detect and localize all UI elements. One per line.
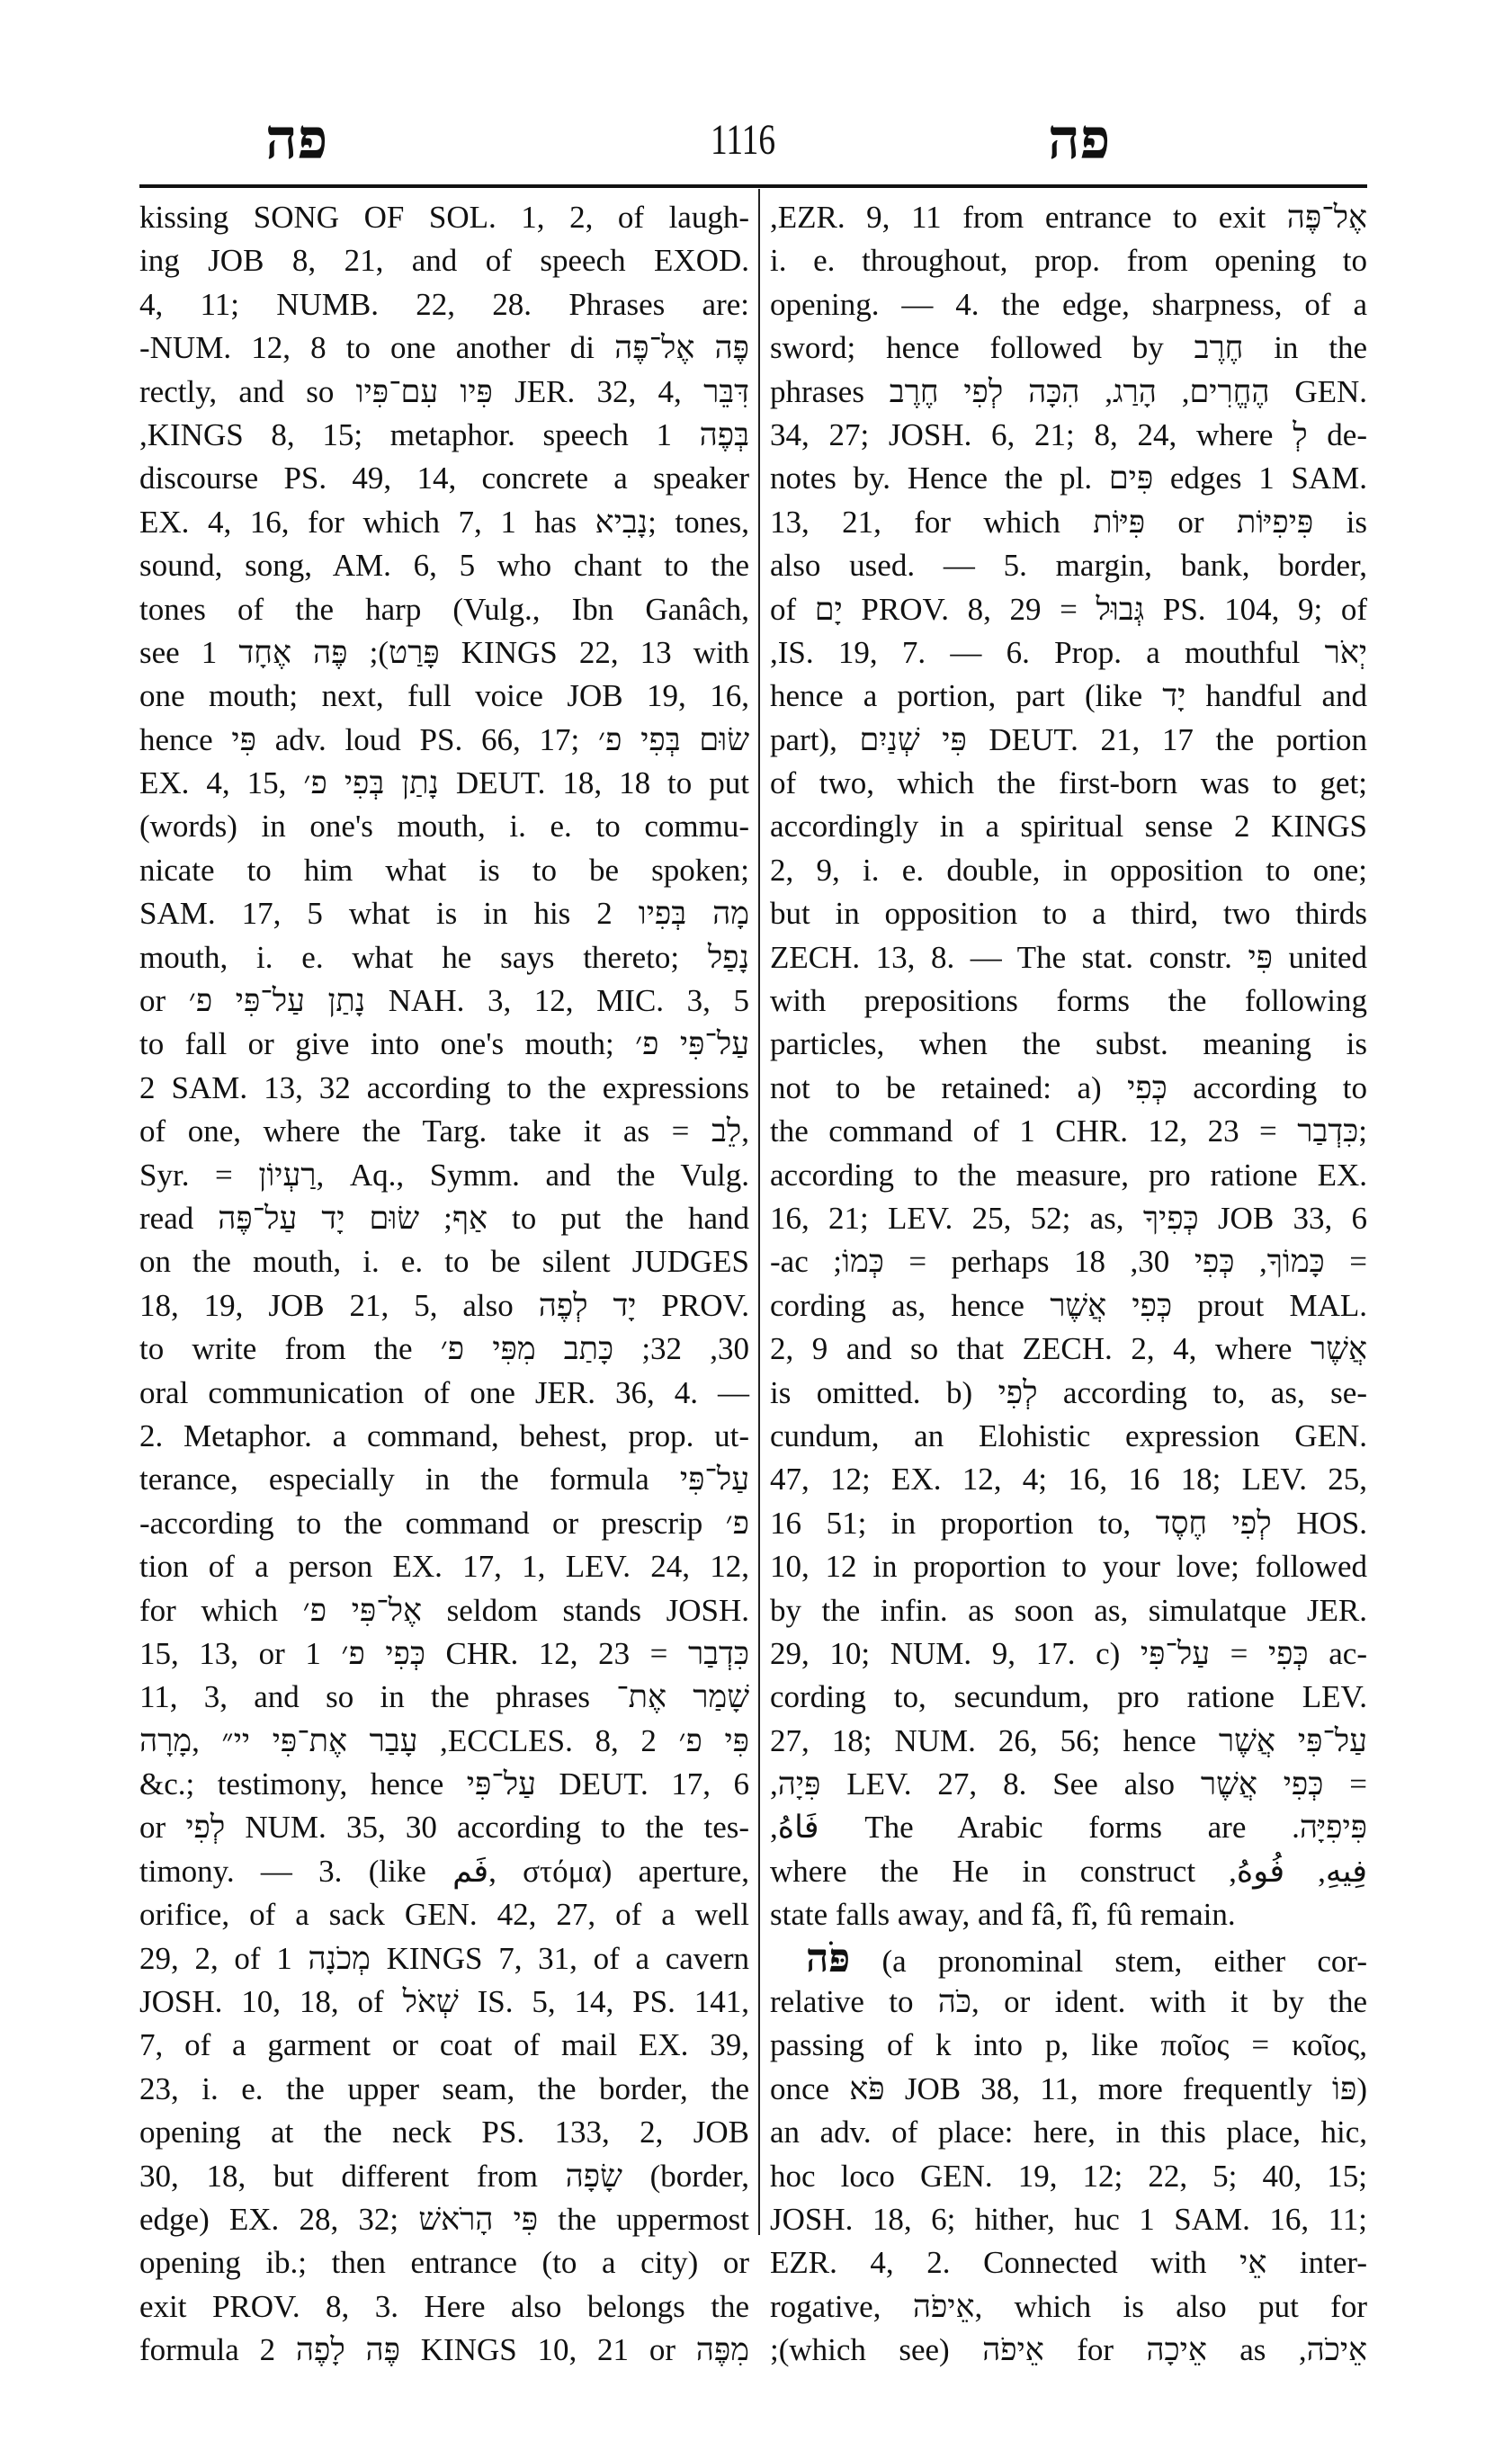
text-line: nicate to him what is to be spoken; [139, 852, 749, 888]
text-line: rectly, and so פִּיו עִם־פִּיו JER. 32, 4, דִּבֵּר [139, 373, 749, 409]
text-line: mouth, i. e. what he says thereto; נָפַל [139, 939, 749, 975]
text-line: 2 SAM. 13, 32 according to the expressions [139, 1069, 749, 1105]
text-line: for which אֶל־פִּי פ׳ seldom stands JOSH. [139, 1592, 749, 1628]
text-line: state falls away, and fâ, fî, fû remain. [770, 1897, 1236, 1933]
text-line: فِيهِ, فُوهُ, where the He in construct [770, 1853, 1367, 1889]
text-line: passing of k into p, like ποῖος = κοῖος, [770, 2027, 1367, 2063]
text-line: 29, 2, of מְכֹנָה 1 KINGS 7, 31, of a cavern [139, 1940, 749, 1976]
entry-line-text: (a pronominal stem, either cor- [881, 1943, 1367, 1979]
page-header [139, 106, 1367, 187]
text-line: cording to, secundum, pro ratione LEV. [770, 1679, 1367, 1715]
text-line: not to be retained: a) כְּפִי according to [770, 1069, 1367, 1105]
text-line: 11, 3, and so in the phrases שָׁמַר אֶת־ [139, 1679, 749, 1715]
text-line: ZECH. 13, 8. — The stat. constr. פִּי united [770, 939, 1367, 975]
text-line: = כְּפִי אֲשֶׁר LEV. 27, 8. See also פִּיָה, [770, 1766, 1367, 1802]
text-line: 2. Metaphor. a command, behest, prop. ut- [139, 1417, 749, 1453]
text-line: 7, of a garment or coat of mail EX. 39, [139, 2027, 749, 2063]
text-line: opening at the neck PS. 133, 2, JOB [139, 2115, 749, 2150]
text-line: 2, 9, i. e. double, in opposition to one; [770, 852, 1367, 888]
text-line: 10, 12 in proportion to your love; followed [770, 1549, 1367, 1585]
text-line: 30, 32; כָּתַב מִפִּי פ׳ to write from the [139, 1331, 749, 1367]
right-column [770, 196, 1367, 2373]
text-line: orifice, of a sack GEN. 42, 27, of a well [139, 1897, 749, 1933]
text-line: 18, 19, JOB 21, 5, also יָד לְפֶה PROV. [139, 1287, 749, 1323]
text-line: rogative, אֵיפֹה, which is also put for [770, 2288, 1367, 2324]
text-line: 2, 9 and so that ZECH. 2, 4, where אֲשֶׁר [770, 1331, 1367, 1367]
text-line: tones of the harp (Vulg., Ibn Ganâch, [139, 591, 749, 627]
text-line: part), פִּי שְׁנַיִם DEUT. 21, 17 the portion [770, 721, 1367, 757]
text-line: אֶל־פֶּה EZR. 9, 11 from entrance to exit, [770, 200, 1367, 235]
text-line: according to the measure, pro ratione EX. [770, 1157, 1367, 1193]
text-line: of two, which the first-born was to get; [770, 765, 1367, 801]
text-line: EX. 4, 16, for which 7, 1 has נָבִיא; tones, [139, 504, 750, 540]
text-line: hence a portion, part (like יָד handful and [770, 678, 1367, 714]
text-line: sound, song, AM. 6, 5 who chant to the [139, 548, 749, 584]
text-line: timony. — 3. (like فَم, στόμα) aperture, [139, 1853, 749, 1889]
text-line: hence פִּי adv. loud PS. 66, 17; שׂוּם בְּפִי פ׳ [139, 721, 750, 757]
text-line: opening ib.; then entrance (to a city) or [139, 2245, 749, 2281]
text-line: JOSH. 10, 18, of שְׁאֹל IS. 5, 14, PS. 141, [139, 1984, 749, 2020]
text-line: accordingly in a spiritual sense 2 KINGS [770, 809, 1367, 845]
text-line: opening. — 4. the edge, sharpness, of a [770, 286, 1367, 322]
text-line: exit PROV. 8, 3. Here also belongs the [139, 2288, 749, 2324]
text-line: formula פֶּה לָפֶה 2 KINGS 10, 21 or מִפֶּה [139, 2332, 750, 2368]
text-line: אֵיכֹה, as אֵיכָה for אֵיפֹה (which see); [770, 2332, 1368, 2368]
text-line: an adv. of place: here, in this place, hic, [770, 2115, 1367, 2150]
right-column-continuation [770, 196, 1367, 1937]
text-line: 4, 11; NUMB. 22, 28. Phrases are: [139, 286, 749, 322]
text-line: kissing SONG OF SOL. 1, 2, of laugh- [139, 200, 749, 235]
text-line: see פָּרַט); פֶּה אֶחָד 1 KINGS 22, 13 with [139, 634, 749, 670]
text-line: 30, 18, but different from שָׂפָה (border, [139, 2158, 749, 2194]
text-line: (words) in one's mouth, i. e. to commu- [139, 809, 749, 845]
text-line: cundum, an Elohistic expression GEN. [770, 1417, 1367, 1453]
text-line: once פֹּא JOB 38, 11, more frequently פּוֹ) [770, 2070, 1367, 2106]
left-column [139, 196, 749, 2373]
text-line: 16 51; in proportion to, לְפִי חֶסֶד HOS. [770, 1505, 1368, 1541]
text-line: cording as, hence כְּפִי אֲשֶׁר prout MAL. [770, 1287, 1367, 1323]
text-line: EZR. 4, 2. Connected with אֵי inter- [770, 2245, 1367, 2281]
text-line: i. e. throughout, prop. from opening to [770, 243, 1367, 279]
text-line: on the mouth, i. e. to be silent JUDGES [139, 1244, 749, 1280]
running-head-left: פה [265, 106, 328, 172]
text-line: פֶּה אֶל־פֶּה NUM. 12, 8 to one another di- [139, 330, 749, 366]
running-head-right: פה [1048, 106, 1111, 172]
text-line: phrases הֶחֱרִים, הָרַג, הִכָּה לְפִי חֶרֶב GEN. [770, 373, 1367, 409]
text-line: particles, when the subst. meaning is [770, 1026, 1367, 1062]
text-line: פִּיפִיָּה. The Arabic forms are فَاهُ, [770, 1810, 1367, 1846]
text-line: of יָם PROV. 8, 29 = גְּבוּל PS. 104, 9; of [770, 591, 1368, 627]
text-line: of one, where the Targ. take it as = לֵב, [139, 1113, 749, 1149]
text-line: מָה בְּפִיו 2 SAM. 17, 5 what is in his [139, 896, 750, 932]
text-line: 13, 21, for which פִּיּוֹת or פִּיפִיּוֹת is [770, 504, 1367, 540]
text-line: יְאֹר IS. 19, 7. — 6. Prop. a mouthful, [770, 634, 1367, 670]
text-line: 15, 13, or כְּפִי פ׳ 1 CHR. 12, 23 = כִּדְבַר [139, 1635, 749, 1671]
text-line: 29, 10; NUM. 9, 17. c) כְּפִי = עַל־פִּי ac- [770, 1635, 1368, 1671]
text-line: 47, 12; EX. 12, 4; 16, 16 18; LEV. 25, [770, 1462, 1367, 1498]
text-line: JOSH. 18, 6; hither, huc 1 SAM. 16, 11; [770, 2201, 1367, 2237]
column-divider [758, 189, 760, 2235]
text-line: by the infin. as soon as, simulatque JER. [770, 1592, 1367, 1628]
dictionary-entry-po [770, 1937, 1367, 2373]
text-line: is omitted. b) לְפִי according to, as, se- [770, 1374, 1367, 1410]
text-line: or נָתַן עַל־פִּי פ׳ NAH. 3, 12, MIC. 3, 5 [139, 983, 750, 1019]
page-number: 1116 [711, 116, 776, 164]
text-line: 16, 21; LEV. 25, 52; as, כְּפִיךָ JOB 33, 6 [770, 1200, 1367, 1236]
text-line: 34, 27; JOSH. 6, 21; 8, 24, where לְ de- [770, 416, 1367, 452]
text-line: 23, i. e. the upper seam, the border, the [139, 2070, 749, 2106]
text-line: discourse PS. 49, 14, concrete a speaker [139, 460, 749, 496]
text-line: tion of a person EX. 17, 1, LEV. 24, 12, [139, 1549, 749, 1585]
text-line: read אַף; שׂוּם יָד עַל־פֶּה to put the hand [139, 1200, 749, 1236]
text-line: the command of 1 CHR. 12, 23 = כִּדְבַר; [770, 1113, 1367, 1149]
text-line: with prepositions forms the following [770, 983, 1367, 1019]
text-line: relative to כֹּה, or ident. with it by the [770, 1984, 1368, 2020]
text-line: edge) EX. 28, 32; פִּי הָרֹאשׁ the uppermost [139, 2201, 749, 2237]
header-rule [139, 184, 1367, 188]
text-line: פ׳ according to the command or prescrip- [139, 1505, 749, 1541]
entry-headword: פֹּה [806, 1935, 851, 1981]
entry-first-line [770, 1937, 1367, 1981]
text-line: בְּפֶה 1 KINGS 8, 15; metaphor. speech, [139, 416, 750, 452]
text-line: also used. — 5. margin, bank, border, [770, 548, 1367, 584]
text-line: terance, especially in the formula עַל־פִּי [139, 1462, 749, 1498]
text-line: notes by. Hence the pl. פִּים edges 1 SAM. [770, 460, 1367, 496]
text-line: hoc loco GEN. 19, 12; 22, 5; 40, 15; [770, 2158, 1367, 2194]
text-line: 27, 18; NUM. 26, 56; hence עַל־פִּי אֲשֶׁר [770, 1722, 1367, 1758]
text-line: פִּי פ׳ ECCLES. 8, 2, עָבַר אֶת־פִּי יי״ ,מָרָה [139, 1722, 750, 1758]
text-line: one mouth; next, full voice JOB 19, 16, [139, 678, 749, 714]
text-line: Syr. = רַעְיוֹן, Aq., Symm. and the Vulg. [139, 1157, 750, 1193]
text-line: ing JOB 8, 21, and of speech EXOD. [139, 243, 749, 279]
text-line: but in opposition to a third, two thirds [770, 896, 1367, 932]
text-line: to fall or give into one's mouth; עַל־פִּי פ׳ [139, 1026, 749, 1062]
text-line: &c.; testimony, hence עַל־פִּי DEUT. 17, 6 [139, 1766, 749, 1802]
text-line: = כָּמוֹךָ, כְּפִי 30, 18 perhaps = כְּמוֹ; ac- [770, 1244, 1367, 1280]
text-line: or לְפִי NUM. 35, 30 according to the tes- [139, 1810, 749, 1846]
text-line: sword; hence followed by חֶרֶב in the [770, 330, 1368, 366]
text-line: oral communication of one JER. 36, 4. — [139, 1374, 749, 1410]
text-line: EX. 4, 15, נָתַן בְּפִי פ׳ DEUT. 18, 18 to put [139, 765, 750, 801]
